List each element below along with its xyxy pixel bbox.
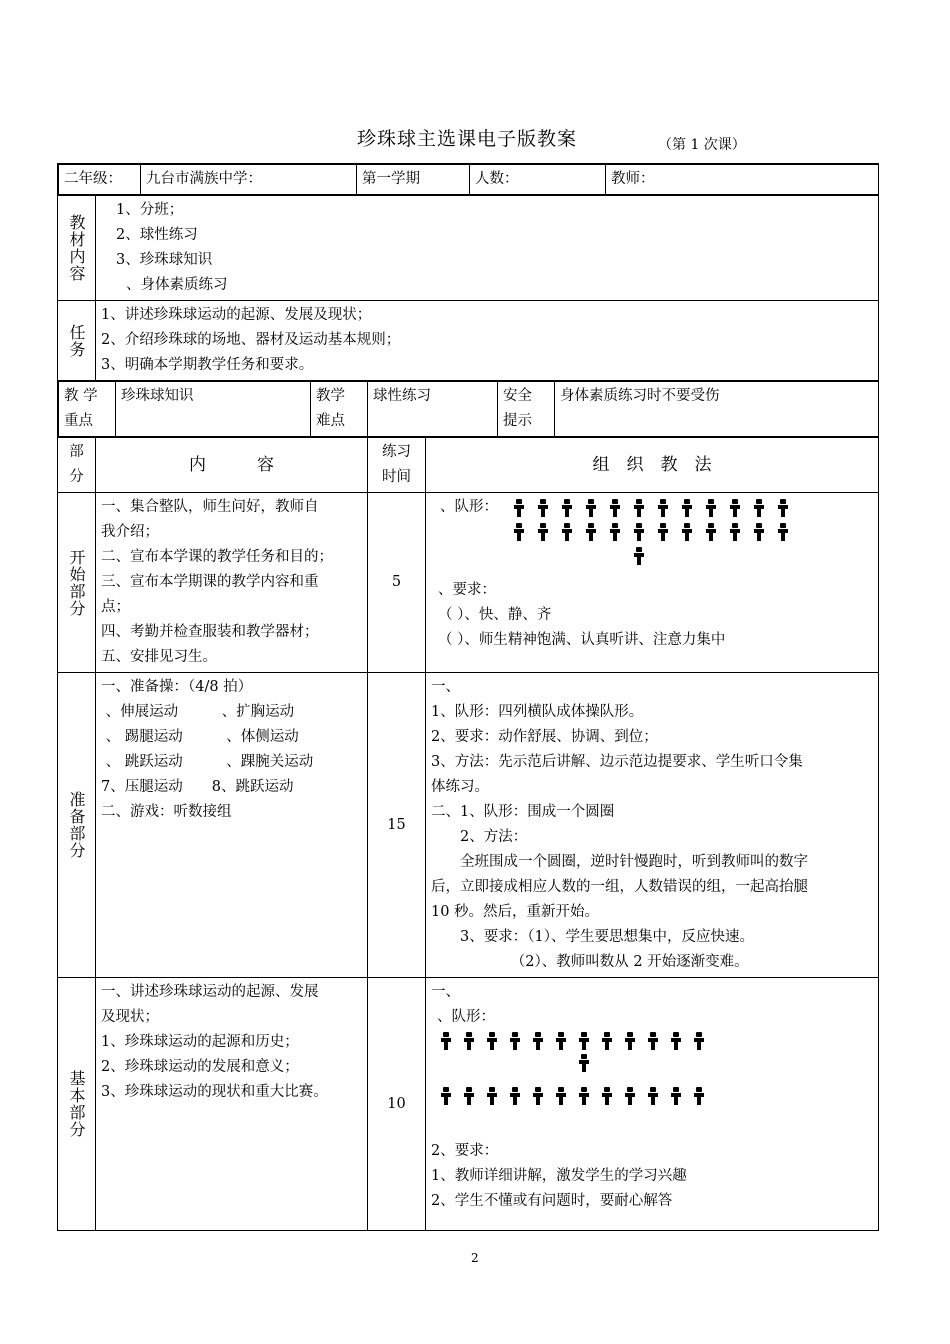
key-points-row [58, 381, 878, 437]
student-icon [510, 1032, 520, 1050]
key-value: 珍珠球知识 [116, 382, 311, 437]
material-item: 2、球性练习 [116, 227, 198, 243]
content-line: 一、讲述珍珠球运动的起源、发展 [101, 984, 319, 1000]
method-line: 2、要求：动作舒展、协调、到位； [431, 729, 658, 745]
page-title: 珍珠球主选课电子版教案 [357, 128, 578, 150]
student-icon [464, 1032, 474, 1050]
student-icon [706, 523, 716, 541]
student-icon [533, 1032, 543, 1050]
safety-value: 身体素质练习时不要受伤 [555, 382, 879, 437]
formation-label: 、队形： [437, 1009, 495, 1025]
student-icon [706, 499, 716, 517]
content-line: 二、宣布本学课的教学任务和目的； [101, 549, 333, 565]
method-line: （ ）、师生精神饱满、认真听讲、注意力集中 [438, 632, 726, 648]
student-icon [778, 523, 788, 541]
difficulty-value: 球性练习 [368, 382, 498, 437]
student-icon [610, 499, 620, 517]
content-line: 点； [101, 599, 130, 615]
section-time: 10 [368, 978, 426, 1231]
task-item: 3、明确本学期教学任务和要求。 [101, 357, 314, 373]
content-line: 、 踢腿运动 、体侧运动 [101, 729, 299, 745]
lesson-number: （第 1 次课） [658, 137, 746, 153]
col-method-header: 组 织 教 法 [426, 438, 879, 493]
student-icon [538, 499, 548, 517]
method-line: 二、1、队形：围成一个圆圈 [431, 804, 615, 820]
content-line: 2、珍珠球运动的发展和意义； [101, 1059, 299, 1075]
student-icon [514, 523, 524, 541]
method-line: 、要求： [438, 582, 496, 598]
content-line: 三、宣布本学期课的教学内容和重 [101, 574, 319, 590]
student-icon [682, 499, 692, 517]
student-icon [694, 1032, 704, 1050]
section-label: 准备部分 [67, 791, 86, 859]
student-icon [579, 1032, 589, 1050]
content-line: 7、压腿运动 8、跳跃运动 [101, 779, 294, 795]
student-icon [487, 1087, 497, 1105]
student-icon [602, 1087, 612, 1105]
content-line: 及现状； [101, 1009, 159, 1025]
content-line: 一、集合整队，师生问好，教师自 [101, 499, 319, 515]
lesson-plan-table [57, 163, 879, 1231]
student-icon [441, 1032, 451, 1050]
method-line: 3、方法：先示范后讲解、边示范边提要求、学生听口令集 [431, 754, 803, 770]
content-line: 一、准备操：（4/8 拍） [101, 679, 253, 695]
method-line: 一、 [431, 984, 460, 1000]
student-icon [658, 499, 668, 517]
material-item: 、身体素质练习 [126, 277, 228, 293]
student-icon [562, 523, 572, 541]
page-number: 2 [471, 1251, 479, 1265]
student-count-label: 人数： [470, 165, 606, 195]
content-line: 四、考勤并检查服装和教学器材； [101, 624, 319, 640]
tasks-label: 任务 [67, 323, 86, 358]
student-icon [754, 523, 764, 541]
section-label: 开始部分 [67, 548, 86, 617]
method-line: 2、要求： [431, 1143, 499, 1159]
method-line: 一、 [431, 679, 460, 695]
student-icon [441, 1087, 451, 1105]
student-icon [602, 1032, 612, 1050]
student-icon [625, 1087, 635, 1105]
student-icon [778, 499, 788, 517]
method-line: 后，立即接成相应人数的一组，人数错误的组，一起高抬腿 [431, 879, 808, 895]
key-label: 教 学 重点 [59, 382, 116, 437]
difficulty-label: 教学 难点 [311, 382, 368, 437]
section-time: 5 [368, 493, 426, 673]
method-line: （2）、教师叫数从 2 开始逐渐变难。 [431, 954, 749, 970]
formation-label: 、队形： [440, 499, 498, 515]
student-icon [730, 499, 740, 517]
student-icon [648, 1087, 658, 1105]
material-item: 3、珍珠球知识 [116, 252, 213, 268]
task-item: 2、介绍珍珠球的场地、器材及运动基本规则； [101, 332, 401, 348]
student-icon [538, 523, 548, 541]
content-line: 、 跳跃运动 、踝腕关运动 [101, 754, 314, 770]
method-line: 体练习。 [431, 779, 489, 795]
method-line: 1、队形：四列横队成体操队形。 [431, 704, 644, 720]
method-line: （ ）、快、静、齐 [438, 607, 552, 623]
teacher-label: 教师： [606, 165, 879, 195]
student-icon [671, 1087, 681, 1105]
formation-diagram [431, 1032, 873, 1105]
student-icon [586, 523, 596, 541]
content-line: 二、游戏：听数接组 [101, 804, 232, 820]
school-label: 九台市满族中学： [141, 165, 357, 195]
student-icon [533, 1087, 543, 1105]
content-line: 、伸展运动 、扩胸运动 [101, 704, 295, 720]
section-label: 基本部分 [67, 1070, 86, 1138]
section-time: 15 [368, 673, 426, 978]
student-icon [487, 1032, 497, 1050]
content-line: 3、珍珠球运动的现状和重大比赛。 [101, 1084, 328, 1100]
method-line: 2、方法： [431, 829, 528, 845]
teacher-icon [634, 547, 644, 565]
student-icon [586, 499, 596, 517]
student-icon [579, 1087, 589, 1105]
content-line: 我介绍； [101, 524, 159, 540]
task-item: 1、讲述珍珠球运动的起源、发展及现状； [101, 307, 372, 323]
col-time-header: 练习 时间 [368, 438, 426, 493]
material-item: 1、分班； [116, 202, 184, 218]
student-icon [634, 523, 644, 541]
content-line: 1、珍珠球运动的起源和历史； [101, 1034, 299, 1050]
method-line: 1、教师详细讲解，激发学生的学习兴趣 [431, 1168, 687, 1184]
info-row [58, 164, 878, 195]
student-icon [562, 499, 572, 517]
student-icon [556, 1032, 566, 1050]
student-icon [648, 1032, 658, 1050]
method-line: 3、要求：（1）、学生要思想集中，反应快速。 [431, 929, 754, 945]
student-icon [671, 1032, 681, 1050]
student-icon [610, 523, 620, 541]
student-icon [754, 499, 764, 517]
term-label: 第一学期 [357, 165, 470, 195]
teacher-icon [579, 1054, 589, 1072]
student-icon [514, 499, 524, 517]
method-line: 2、学生不懂或有问题时，要耐心解答 [431, 1193, 673, 1209]
method-line: 10 秒。然后，重新开始。 [431, 904, 600, 920]
student-icon [694, 1087, 704, 1105]
student-icon [634, 499, 644, 517]
student-icon [730, 523, 740, 541]
student-icon [682, 523, 692, 541]
student-icon [510, 1087, 520, 1105]
safety-label: 安全 提示 [498, 382, 555, 437]
student-icon [625, 1032, 635, 1050]
formation-diagram [514, 499, 788, 574]
grade-label: 二年级： [59, 165, 141, 195]
materials-label: 教材内容 [67, 214, 86, 282]
student-icon [556, 1087, 566, 1105]
student-icon [464, 1087, 474, 1105]
col-content-header: 内 容 [96, 438, 368, 493]
student-icon [658, 523, 668, 541]
col-part-header: 部 分 [58, 438, 96, 493]
method-line: 全班围成一个圆圈，逆时针慢跑时，听到教师叫的数字 [431, 854, 808, 870]
content-line: 五、安排见习生。 [101, 649, 217, 665]
